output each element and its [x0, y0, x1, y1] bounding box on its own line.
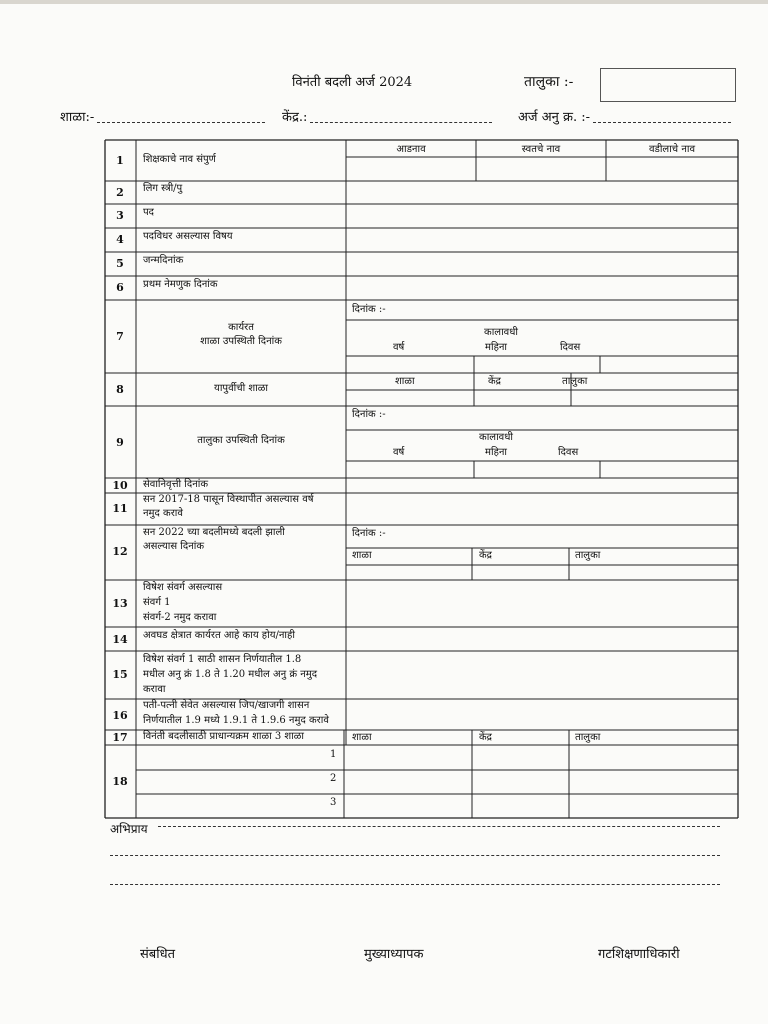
kendra-col-label: केंद्र: [479, 550, 492, 561]
remarks-line[interactable]: [110, 884, 720, 885]
taluka-col-label: तालुका: [575, 732, 601, 743]
row-label-gender: लिग स्त्री/पु: [143, 183, 183, 194]
signature-block-education-officer: गटशिक्षणाधिकारी: [598, 947, 680, 962]
row-number: 11: [112, 502, 128, 515]
col-header-own-name: स्वतचे नाव: [521, 144, 561, 155]
row-label-transfer-2022-line1: सन 2022 च्या बदलीमध्ये बदली झाली: [143, 527, 285, 538]
remarks-label: अभिप्राय: [110, 822, 148, 836]
row-label-taluka-attendance: तालुका उपस्थिती दिनांक: [197, 435, 285, 446]
remarks-line[interactable]: [158, 826, 720, 827]
month-label: महिना: [485, 342, 508, 353]
row-label-graduate-subject: पदविधर असल्यास विषय: [143, 231, 233, 242]
row-label-retirement-date: सेवानिवृत्ती दिनांक: [143, 479, 209, 490]
form-title: विनंती बदली अर्ज 2024: [292, 75, 413, 90]
period-label: कालावधी: [484, 327, 518, 338]
arj-number-label: अर्ज अनु क्र. :-: [518, 110, 591, 125]
school-label: शाळा:-: [60, 110, 95, 125]
year-label: वर्ष: [393, 447, 405, 458]
date-label: दिनांक :-: [352, 409, 386, 420]
year-label: वर्ष: [393, 342, 405, 353]
row-label-first-appointment: प्रथम नेमणुक दिनांक: [143, 279, 218, 290]
row-label-cadre1-line2: मधील अनु क्रं 1.8 ते 1.20 मधील अनु क्रं नमुद: [143, 669, 318, 680]
col-header-surname: आडनाव: [396, 144, 426, 155]
row-label-teacher-name: शिक्षकाचे नाव संपुर्ण: [143, 154, 216, 165]
row-number: 5: [116, 257, 124, 270]
row-label-cadre1-line1: विषेश संवर्ग 1 साठी शासन निर्णयातील 1.8: [143, 654, 302, 665]
remarks-line[interactable]: [110, 855, 720, 856]
row-number: 18: [112, 775, 128, 788]
header-taluka-label: तालुका :-: [524, 74, 574, 90]
row-label-special-cadre-line2: संवर्ग 1: [143, 597, 171, 608]
taluka-col-label: तालुका: [575, 550, 601, 561]
row-label-difficult-area: अवघड क्षेत्रात कार्यरत आहे काय होय/नाही: [143, 630, 295, 641]
preference-number: 3: [330, 797, 337, 808]
row-number: 7: [116, 330, 124, 343]
date-label: दिनांक :-: [352, 304, 386, 315]
row-number: 12: [112, 545, 128, 558]
row-label-displaced-line2: नमुद करावे: [143, 508, 183, 519]
row-label-post: पद: [143, 207, 154, 218]
row-label-working-line2: शाळा उपस्थिती दिनांक: [200, 336, 282, 347]
kendra-col-label: केंद्र: [479, 732, 492, 743]
row-number: 9: [116, 436, 124, 449]
row-number: 8: [116, 383, 124, 396]
row-number: 13: [112, 597, 128, 610]
row-label-special-cadre-line1: विषेश संवर्ग असल्यास: [143, 582, 223, 593]
col-header-father-name: वडीलाचे नाव: [648, 144, 696, 155]
row-label-cadre1-line3: करावा: [143, 684, 166, 695]
row-number: 14: [112, 633, 128, 646]
preference-number: 2: [330, 773, 337, 784]
day-label: दिवस: [558, 447, 579, 458]
school-col-label: शाळा: [395, 376, 415, 387]
row-number: 17: [112, 731, 128, 744]
row-label-preference-schools: विनंती बदलीसाठी प्राधान्यक्रम शाळा 3 शाळा: [143, 731, 304, 742]
period-label: कालावधी: [479, 432, 513, 443]
row-number: 16: [112, 709, 128, 722]
row-label-birth-date: जन्मदिनांक: [143, 255, 184, 266]
row-number: 1: [116, 154, 124, 167]
kendra-col-label: केंद्र: [488, 376, 501, 387]
row-number: 10: [112, 479, 128, 492]
school-col-label: शाळा: [352, 550, 372, 561]
row-number: 2: [116, 186, 124, 199]
signature-headmaster: मुख्याध्यापक: [364, 947, 424, 962]
row-label-transfer-2022-line2: असल्यास दिनांक: [143, 541, 205, 552]
kendra-label: केंद्र.:: [282, 110, 308, 125]
signature-concerned: संबधित: [140, 947, 175, 962]
taluka-col-label: तालुका: [562, 376, 588, 387]
row-number: 3: [116, 209, 124, 222]
month-label: महिना: [485, 447, 508, 458]
row-number: 4: [116, 233, 124, 246]
date-label: दिनांक :-: [352, 528, 386, 539]
preference-number: 1: [330, 749, 337, 760]
school-col-label: शाळा: [352, 732, 372, 743]
row-label-spouse-line1: पती-पत्नी सेवेत असल्यास जिप/खाजगी शासन: [143, 700, 310, 711]
row-number: 15: [112, 668, 128, 681]
row-label-previous-school: यापुर्वीची शाळा: [214, 383, 268, 394]
row-label-special-cadre-line3: संवर्ग-2 नमुद करावा: [143, 612, 217, 623]
row-label-displaced-line1: सन 2017-18 पासून विस्थापीत असल्यास वर्ष: [143, 494, 314, 505]
row-number: 6: [116, 281, 124, 294]
row-label-working-line1: कार्यरत: [228, 322, 254, 333]
day-label: दिवस: [560, 342, 581, 353]
row-label-spouse-line2: निर्णयातील 1.9 मध्ये 1.9.1 ते 1.9.6 नमुद करावे: [143, 715, 329, 726]
